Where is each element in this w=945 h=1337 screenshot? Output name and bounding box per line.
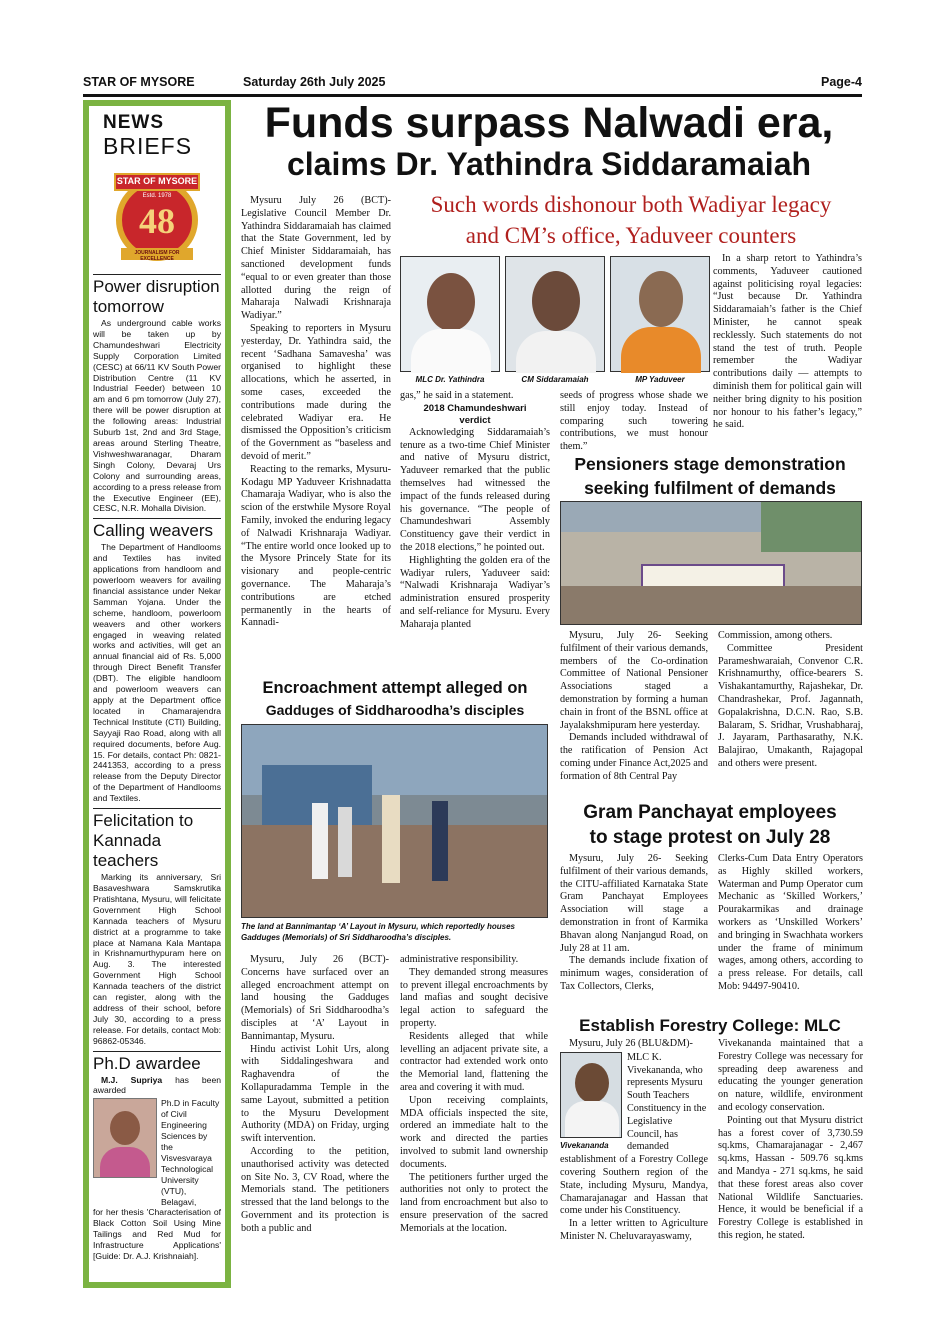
forest-column-2 bbox=[718, 1038, 863, 1243]
phd-rest-text: for her thesis 'Characterisation of Black Cotton Soil Using Mine Tailings and Red Mud for Infrastructure Applications' [Guide: Dr. A.J. Krishnaiah]. bbox=[93, 1207, 221, 1262]
brief-body: The Department of Handlooms and Textiles has invited applications from handloom and powerloom weavers for availing financial assistance under Nekar Samman Yojana. Under the scheme, handloom, powerloom weavers and other workers engaged in weaving related works and activities, will get an annual financial aid of Rs. 5,000 through Direct Benefit Transfer (DBT). The eligible handloom and powerloom weavers can apply at the Department office located in Chamarajendra Technical Institute (CTI) Building, Sayyaji Rao Road, along with all required documents, before Aug. 15. For details, contact Ph: 0821-2441353, according to a press release from the Deputy Director of the Department of Handlooms and Textiles. bbox=[93, 542, 221, 804]
lead-column-3 bbox=[560, 390, 708, 454]
lead-column-4 bbox=[713, 253, 862, 432]
logo-motto: JOURNALISM FOR EXCELLENCE bbox=[134, 250, 180, 262]
siddaramaiah-photo bbox=[505, 256, 605, 372]
gp-headline-1: Gram Panchayat employees bbox=[583, 802, 837, 823]
brief-body: Marking its anniversary, Sri Basaveshwara Samskrutika Pratishtana, Mysuru, will felicitate Government High School Kannada teachers of Mysuru district at a programme to take place at Namana Kala Mantapa in Krishnamurthypuram here on Aug. 3. The interested Government High School Kannada teachers of the district can register, along with the address of their school, before July 30, according to a press release. For details, contact Mob: 96862-05346. bbox=[93, 872, 221, 1046]
encroach-paragraph: Upon receiving complaints, MDA officials inspected the site, ordered an immediate halt to the work and directed the parties involved to submit land ownership documents. bbox=[400, 1094, 548, 1170]
yaduveer-photo bbox=[610, 256, 710, 372]
logo-number: 48 bbox=[139, 201, 175, 241]
forest-paragraph: In a letter written to Agriculture Minister N. Cheluvarayaswamy, bbox=[560, 1218, 708, 1242]
phd-title: Ph.D awardee bbox=[93, 1053, 201, 1073]
lead-paragraph: Mysuru July 26 (BCT)- Legislative Council Member Dr. Yathindra Siddaramaiah has claimed that the State Government, led by Chief Minister Siddaramaiah, has sanctioned development funds “equal to or even greater than those allotted during the reign of Maharaja Nalwadi Krishnaraja Wadiyar.” bbox=[241, 195, 391, 322]
brief-body: As underground cable works will be taken up by Chamundeshwari Electricity Supply Corporation Limited (CESC) at 66/11 KV South Power Distribution Centre (11 KV Industrial Feeder) between 10 am and 6 pm tomorrow (July 27), there will be power disruption at the following areas: Industrial Suburb 1st, 2nd and 3rd Stage, areas around Sterling Theatre, Vishweshwaranagar, Dharam Singh Colony, Devaraj Urs Colony and surrounding areas, according to a press release from the Executive Engineer (EE), CESC, N.R. Mohalla Division. bbox=[93, 318, 221, 514]
pension-headline-2: seeking fulfilment of demands bbox=[584, 478, 836, 498]
lead-subheadline-2: and CM’s office, Yaduveer counters bbox=[465, 223, 797, 248]
gp-paragraph: Mysuru, July 26- Seeking fulfilment of their various demands, the CITU-affiliated Karnataka State Gram Panchayat Employees Association will stage a demonstration in front of Karmika Bhavan along Nanjangud Road, on July 28 at 11 am. bbox=[560, 853, 708, 954]
pension-paragraph: Commission, among others. bbox=[718, 630, 833, 641]
lead-column-1 bbox=[241, 195, 391, 630]
issue-date: Saturday 26th July 2025 bbox=[243, 75, 386, 89]
briefs-title-briefs: BRIEFS bbox=[103, 133, 193, 159]
pension-headline-1: Pensioners stage demonstration bbox=[574, 454, 846, 474]
lead-paragraph: In a sharp retort to Yathindra’s comments, Yaduveer cautioned against politicising royal legacies: “Just because Dr. Yathindra Siddaramaiah’s father is the Chief Minister, he cannot speak recklessly. Such statements do not stand the test of truth. People remember the Wadiyar contributions daily — attempts to diminish them for political gain will neither bring dignity to his position nor honour to his father’s legacy,” he said. bbox=[713, 253, 862, 431]
masthead bbox=[83, 72, 862, 97]
brief-title: Power disruption tomorrow bbox=[93, 277, 220, 316]
lead-paragraph: Highlighting the golden era of the Wadiyar rulers, Yaduveer said: “Nalwadi Krishnaraja Wadiyar’s administration ensured prosperity and self-reliance for Mysuru. Every Maharaja planted bbox=[400, 554, 550, 630]
photo-caption: MLC Dr. Yathindra bbox=[415, 375, 485, 384]
briefs-title-news: NEWS bbox=[103, 112, 164, 133]
news-briefs-box bbox=[83, 100, 231, 1288]
encroach-paragraph: Hindu activist Lohit Urs, along with Siddalingeshwara and Raghavendra of the Kollapuradamma Temple in the same Layout, submitted a petition to the Mysuru Development Authority (MDA) on Friday, urging swift intervention. bbox=[241, 1043, 389, 1145]
lead-photo-strip bbox=[400, 256, 710, 372]
forest-paragraph: establishment of a Forestry College covering Southern region of the State, including Mysuru, Mandya, Chamarajanagar and Hassan that come under his Constituency. bbox=[560, 1154, 708, 1217]
encroach-column-2 bbox=[400, 954, 548, 1236]
forest-column-1 bbox=[560, 1038, 708, 1244]
forest-paragraph: MLC K. Vivekananda, who represents Mysuru South Teachers Constituency in the Legislative Council, has demanded bbox=[627, 1051, 707, 1153]
paper-name: STAR OF MYSORE bbox=[83, 75, 195, 89]
yathindra-photo bbox=[400, 256, 500, 372]
gp-column-2 bbox=[718, 853, 863, 994]
lead-paragraph: Acknowledging Siddaramaiah’s tenure as a two-time Chief Minister and native of Mysuru district, Yaduveer remarked that the public themselves had witnessed the impact of the funds released during his governance. “The people of Chamundeshwari Assembly Constituency gave their verdict in the 2018 elections,” he pointed out. bbox=[400, 426, 550, 553]
star-of-mysore-48-logo bbox=[107, 166, 207, 266]
encroach-paragraph: The petitioners further urged the authorities not only to protect the land from encroachment but also to ensure preservation of the sacred Memorials at the location. bbox=[400, 1171, 548, 1234]
forest-dateline: Mysuru, July 26 (BLU&DM)- bbox=[569, 1038, 693, 1049]
gp-column-1 bbox=[560, 853, 708, 994]
phd-name: M.J. Supriya bbox=[101, 1074, 163, 1085]
page-number: Page-4 bbox=[821, 75, 862, 89]
photo-caption: MP Yaduveer bbox=[635, 375, 685, 384]
lead-subheadline-1: Such words dishonour both Wadiyar legacy bbox=[430, 192, 832, 217]
encroach-headline-2: Gadduges of Siddharoodha’s disciples bbox=[265, 702, 525, 718]
phd-side-text: Ph.D in Faculty of Civil Engineering Sciences by the Visvesvaraya Technological University (VTU), Belagavi, bbox=[161, 1098, 220, 1207]
lead-headline-1: Funds surpass Nalwadi era, bbox=[264, 99, 834, 147]
lead-column-2 bbox=[400, 390, 550, 632]
verdict-subhead-1: 2018 Chamundeshwari bbox=[423, 402, 527, 414]
encroach-site-photo bbox=[241, 724, 548, 918]
gp-headline-2: to stage protest on July 28 bbox=[589, 827, 831, 848]
photo-caption: CM Siddaramaiah bbox=[521, 375, 589, 384]
pension-column-2 bbox=[718, 630, 863, 771]
pension-paragraph: Mysuru, July 26- Seeking fulfilment of their various demands, members of the Co-ordination Committee of National Pensioner Associations staged a demonstration by forming a human chain in front of the BSNL office at Jayalakshmipuram here yesterday. bbox=[560, 630, 708, 731]
logo-est: Estd. 1978 bbox=[142, 193, 172, 199]
logo-name: STAR OF MYSORE bbox=[116, 176, 198, 186]
encroach-headline-1: Encroachment attempt alleged on bbox=[262, 679, 528, 697]
vivekananda-caption: Vivekananda bbox=[560, 1140, 609, 1150]
encroach-paragraph: Mysuru, July 26 (BCT)- Concerns have surfaced over an alleged encroachment attempt on land housing the Gadduges (Memorials) of Sri Siddharoodha’s disciples at ‘A’ Layout in Bannimantap, Mysuru. bbox=[241, 954, 389, 1042]
lead-headline-2: claims Dr. Yathindra Siddaramaiah bbox=[286, 146, 812, 182]
brief-title: Calling weavers bbox=[93, 521, 213, 541]
lead-paragraph: Speaking to reporters in Mysuru yesterday, Dr. Yathindra said, the recent ‘Sadhana Samavesha’ was organised to highlight these allocations, which he asserted, in some cases, exceeded the contributions made during the celebrated Wadiyar era. He dismissed the Opposition’s criticism of the Government as “baseless and devoid of merit.” bbox=[241, 322, 391, 462]
vivekananda-photo bbox=[560, 1052, 622, 1138]
forest-paragraph: Pointing out that Mysuru district has a forest cover of 3,730.59 sq.kms, Chamarajanagar - 2,467 sq.kms, Hassan - 509.76 sq.kms and Mandya - 271 sq.kms, he said that these forest areas also cover National Wildlife Sanctuaries. Hence, it would be beneficial if a Forestry College is established in this region, he stated. bbox=[718, 1114, 863, 1241]
encroach-photo-caption: The land at Bannimantap ‘A’ Layout in Mysuru, which reportedly houses Gadduges (Memorials) of Sri Siddharoodha’s disciples. bbox=[241, 922, 515, 942]
brief-title: Felicitation to Kannada teachers bbox=[93, 811, 194, 871]
encroach-paragraph: They demanded strong measures to prevent illegal encroachments by land mafias and sought decisive legal action to safeguard the property. bbox=[400, 966, 548, 1029]
lead-paragraph: seeds of progress whose shade we still enjoy today. Instead of comparing such towering contributions, we must honour them.” bbox=[560, 390, 708, 453]
phd-lead: has been awarded bbox=[93, 1074, 222, 1096]
encroach-paragraph: administrative responsibility. bbox=[400, 954, 519, 965]
gp-paragraph: Clerks-Cum Data Entry Operators as Highly skilled workers, Waterman and Pump Operator cum Mechanic as ‘Skilled Workers,’ Pourakarmikas and drainage workers as ‘Unskilled Workers’ and bringing in Swachhata workers under the frame of minimum wages, among others, according to a press release. For details, call Mob: 94497-90410. bbox=[718, 853, 863, 992]
pension-column-1 bbox=[560, 630, 708, 784]
encroach-paragraph: According to the petition, unauthorised activity was detected on Site No. 3, CV Road, where the Memorials stand. The petitioners stressed that the land belongs to the Government and its protection is both a public and bbox=[241, 1145, 389, 1234]
pensioners-demo-photo bbox=[560, 501, 862, 625]
pension-paragraph: Committee President Parameshwaraiah, Convenor C.R. Krishnamurthy, office-bearers S. Vishakantamurthy, Rajashekar, Dr. Chandrashekar, Prof. Jagannath, Gopalakrishna, D.C.N. Rao, S.B. Balaram, S. Sridhar, Vrushabharaj, J. Jayaram, Parthasarathy, N.K. Balajirao, Umakanth, Rajagopal and others were present. bbox=[718, 642, 863, 769]
phd-awardee-photo bbox=[93, 1098, 157, 1178]
forest-headline: Establish Forestry College: MLC bbox=[579, 1016, 841, 1035]
encroach-column-1 bbox=[241, 954, 389, 1236]
pension-paragraph: Demands included withdrawal of the ratification of Pension Act coming under Finance Act,2025 and formation of 8th Central Pay bbox=[560, 732, 708, 782]
encroach-paragraph: Residents alleged that while levelling an adjacent private site, a contractor had extended work onto the Memorial land, flattening the area and covering it with mud. bbox=[400, 1030, 548, 1093]
lead-paragraph: Reacting to the remarks, Mysuru-Kodagu MP Yaduveer Krishnadatta Chamaraja Wadiyar, who is also the scion of the erstwhile Mysore Royal Family, invoked the enduring legacy of Nalwadi Krishnaraja Wadiyar. “The entire world once looked up to the Mysore Princely State for its visionary and people-centric governance. The Maharaja’s contributions are etched permanently in the hearts of Kannadi- bbox=[241, 463, 391, 629]
gp-paragraph: The demands include fixation of minimum wages, consideration of Tax Collectors, Clerks, bbox=[560, 955, 708, 992]
lead-paragraph: gas,” he said in a statement. bbox=[400, 390, 514, 401]
verdict-subhead-2: verdict bbox=[459, 414, 491, 426]
forest-paragraph: Vivekananda maintained that a Forestry College was necessary for spreading deep awareness and educating the younger generation on nature, wildlife, environment and ecology conservation. bbox=[718, 1038, 863, 1113]
